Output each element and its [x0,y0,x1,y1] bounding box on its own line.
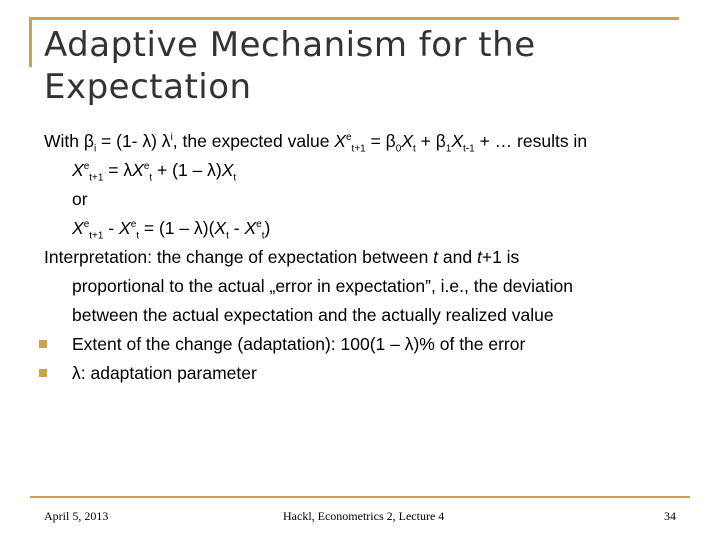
bullet-item: λ: adaptation parameter [44,359,704,388]
equation-adaptive: $X^e_{t+1} = \lambda X^e_t + (1 - \lambda)X_t$ [72,160,237,184]
text-line-with-beta: With $\beta_i = (1-$ λ) $\lambda^i$, the expected value $X^e_{t+1} = \beta_0X_t + \beta_1X_{t-1}$ + … results in [44,131,588,155]
footer-date: April 5, 2013 [44,509,109,523]
footer-rule [30,496,690,498]
slide-body [44,127,704,388]
interpretation-line-3: between the actual expectation and the actually realized value [72,305,554,325]
bullet-square-icon [39,340,47,348]
bullet-item: Extent of the change (adaptation): 100(1 – λ)% of the error [44,330,704,359]
page-number: 34 [664,509,676,523]
title-rule-vertical [29,17,32,67]
slide-title: Adaptive Mechanism for the Expectation [44,25,536,107]
footer-lecture: Hackl, Econometrics 2, Lecture 4 [283,509,445,523]
interpretation-line-2: proportional to the actual „error in expectation”, i.e., the deviation [72,276,573,296]
interpretation-line-1: Interpretation: the change of expectation between t and t+1 is [44,247,520,267]
bullet-square-icon [39,369,47,377]
connector-or: or [72,189,88,209]
equation-error-correction: $X^e_{t+1} - X^e_t = (1 - \lambda)(X_t - X^e_t)$ [72,218,271,242]
title-rule-horizontal [29,17,679,20]
